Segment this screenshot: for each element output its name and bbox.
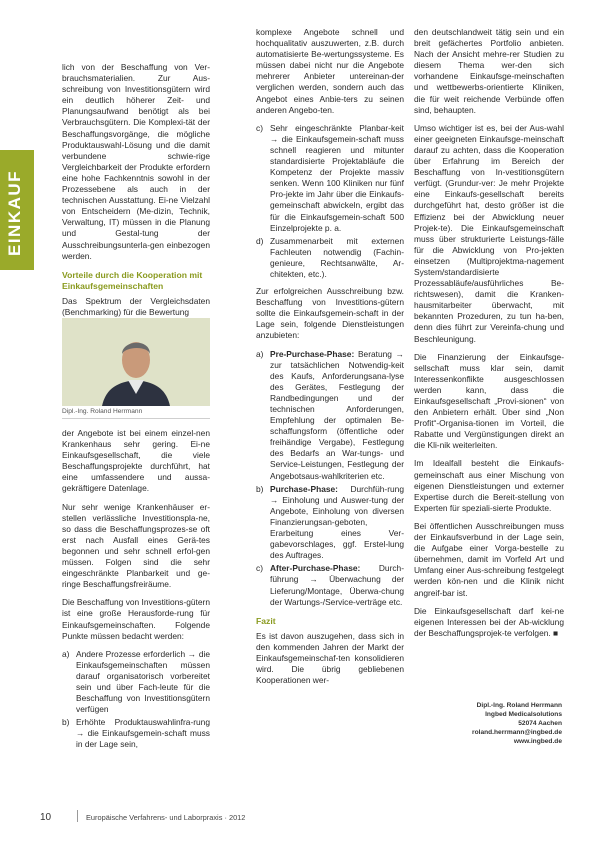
section-heading: Vorteile durch die Kooperation mit Einkaufsgemeinschaften	[62, 269, 203, 291]
publication-name: Europäische Verfahrens- und Laborpraxis · 2012	[86, 813, 246, 822]
paragraph: Das Spektrum der Vergleichsdaten (Benchmarking) für die Bewertung	[62, 295, 210, 317]
paragraph: den deutschlandweit tätig sein und ein breit gefächertes Portfolio anbieten. Nach der Ansicht mehre-rer Studien zu diesem Thema wer-den sich vorhandene Einkaufsge-meinschaften und wettbewerbs-orientierte Kliniken, die für weit reichende Verbünde offen sind, behaupten.	[414, 27, 564, 115]
paragraph: komplexe Angebote schnell und hochqualitativ auszuwerten, z.B. durch automatisierte Be-wertungssysteme. Es müssen dabei nicht nur die Angebote mehrerer Anbieter untereinan-der verglichen werden, sondern auch das Angebot eines Anbie-ters zu seinen anderen Angebo-ten.	[256, 27, 404, 115]
list-item-text: Beratung → zur tatsächlichen Notwendig-keit des Kaufs, Anforderungsana-lyse des Gerätes, Festlegung der Randbedingungen und der technischen Anforderungen, Empfehlung der optimalen Be-schaffungsform (öffentliche oder freihändige Vergabe), Festlegung des Bedarfs an War-tungs- und Service-Leistungen, Festlegung der Angebotsaus-wahlkriterien etc.	[270, 348, 404, 481]
portrait-image	[62, 318, 210, 406]
page-number: 10	[40, 812, 52, 823]
paragraph: Die Einkaufsgesellschaft darf kei-ne eigenen Interessen bei der Ab-wicklung der Beschaffungsprojek-te verfolgen. ■	[414, 605, 564, 638]
paragraph: Zur erfolgreichen Ausschreibung bzw. Beschaffung von Investitions-gütern sollte die Einkaufsgemein-schaft in der Lage sein, folgende Dienstleistungen anzubieten:	[256, 286, 404, 341]
list-marker: a)	[62, 648, 70, 659]
author-email[interactable]: roland.herrmann@ingbed.de	[472, 729, 562, 736]
list-item-term: Purchase-Phase:	[270, 483, 338, 494]
list-item	[256, 563, 404, 607]
column-2	[256, 27, 404, 693]
list-item	[256, 122, 404, 234]
requirements-list	[62, 649, 210, 751]
photo-caption: Dipl.-Ing. Roland Herrmann	[62, 408, 143, 415]
paragraph: Umso wichtiger ist es, bei der Aus-wahl einer geeigneten Einkaufsge-meinschaft darauf zu achten, dass die Kooperation über Erfahrung im Bereich der Beschaffung von In-vestitionsgütern verfügt. (Grundur-ver: Je mehr Projekte eine Einkaufs-gesellschaft bereits durchgeführt hat, desto größer ist die Effizienz bei der Abwicklung neuer Projek-te). Die Einkaufsgemeinschaft muss über strukturierte Leistungs-fälle für die Abwicklung von Pro-jekten einsetzen (Multiprojektma-nagement System/standardisierte Prozessabläufe/ausführliches Be-richtswesen), damit die Kranken-hausmitarbeiter überwacht, mit bekannten Prozeduren, zu tun ha-ben, denn dies führt zur Vereinfa-chung und Beschleunigung.	[414, 122, 564, 344]
list-item	[256, 235, 404, 280]
list-item-term: After-Purchase-Phase:	[270, 563, 361, 574]
list-item-text: Sehr eingeschränkte Planbar-keit → die Einkaufsgemein-schaft muss schnell reagieren und mitunter standardisierte Projektabläufe die Kompetenz der Projekte massiv senken. Wenn 100 Kliniken nur fünf Pro-jekte im Jahr über die Einkaufs-gemeinschaft abwickeln, ergibt das für die Einkaufsgemein-schaft 500 Einzelprojekte p. a.	[270, 122, 404, 233]
list-marker: c)	[256, 122, 263, 133]
list-marker: c)	[256, 563, 263, 574]
list-item	[256, 348, 404, 482]
list-item-text: Andere Prozesse erforderlich → die Einkaufsgemeinschaften müssen darauf organisatorisch vorbereitet sein und über Fach-leute für die Beschaffung von Investitionsgütern verfügen	[76, 648, 210, 715]
author-website[interactable]: www.ingbed.de	[513, 738, 562, 745]
section-heading: Fazit	[256, 615, 276, 626]
services-list	[256, 349, 404, 608]
author-box	[444, 701, 562, 746]
column-3	[414, 27, 564, 646]
list-item-text: Durch-führung → Überwachung der Lieferung/Montage, Überwa-chung der Wartungs-/Service-verträge etc.	[270, 563, 404, 607]
paragraph: der Angebote ist bei einem einzel-nen Krankenhaus sehr gering. Ei-ne Einkaufsgesellschaft, die viele Beschaffungsprojekte durchführt, hat eine umfassendere und aussa-gekräftigere Datenlage.	[62, 428, 210, 494]
column-1-bottom	[62, 428, 210, 757]
paragraph: Die Finanzierung der Einkaufsge-sellschaft muss klar sein, damit Interessenkonflikte ausgeschlossen werden kann, dass die Einkaufsgesellschaft „Provi-sionen“ von den Anbietern erhält. Über sind „Non Profit“-Organisa-tionen im Vorteil, die Rabatte und Vergünstigungen direkt an die Kli-nik weiterleiten.	[414, 351, 564, 451]
paragraph: Es ist davon auszugehen, dass sich in den kommenden Jahren der Markt der Einkaufsgemeinschaf-ten konsolidieren wird. Die übrig gebliebenen Kooperationen wer-	[256, 630, 404, 686]
list-item-term: Pre-Purchase-Phase:	[270, 348, 355, 359]
list-item	[256, 483, 404, 562]
section-label: EINKAUF	[5, 169, 24, 256]
divider	[62, 418, 210, 419]
paragraph: Bei öffentlichen Ausschreibungen muss der Einkaufsverbund in der Lage sein, die Aufgabe einer Vorga-bestelle zu übernehmen, damit im Vorfeld Art und Umfang einer Aus-schreibung festgelegt werden kön-nen und die Klinik nicht angreif-bar ist.	[414, 520, 564, 598]
author-name: Dipl.-Ing. Roland Herrmann	[476, 702, 562, 709]
paragraph: Im Idealfall besteht die Einkaufs-gemeinschaft aus einer Mischung von eigenen Dienstleistungen und externer Expertise durch die Bereit-stellung von Experten für speziali-sierte Produkte.	[414, 458, 564, 513]
author-company: Ingbed Medicalsolutions	[485, 711, 562, 718]
column-1-top	[62, 62, 210, 325]
paragraph: lich von der Beschaffung von Ver-brauchsmaterialien. Zur Aus-schreibung von Investitionsgütern wird ein deutlich höherer Zeit- und Planungsaufwand benötigt als bei Verbrauchsgütern. Die Komplexi-tät der Beschaffungsvorgänge, die mögliche Produktauswahl-Lösung und die damit verbundene schwie-rige Vergleichbarkeit der Produkte erfordern eine hohe Fachkenntnis sowohl in der Prozessebene als auch in der technischen Ausstattung. Ei-ne Vielzahl von Entscheidern (Me-dizin, Technik, Verwaltung, IT) müssen in die Planung und Gestal-tung der Ausschreibungsunterla-gen einbezogen werden.	[62, 62, 210, 261]
author-city: 52074 Aachen	[518, 720, 562, 727]
author-photo	[62, 318, 210, 406]
list-item-text: Zusammenarbeit mit externen Fachleuten notwendig (Fachin-genieure, Rechtsanwälte, Ar-chitekten, etc.).	[270, 235, 404, 279]
requirements-list-cont	[256, 123, 404, 280]
footer-divider	[77, 810, 78, 822]
list-item	[62, 648, 210, 716]
list-marker: d)	[256, 235, 264, 246]
list-marker: b)	[256, 483, 264, 494]
list-item	[62, 717, 210, 750]
paragraph: Die Beschaffung von Investitions-gütern ist eine große Herausforde-rung für Einkaufsgemeinschaften. Folgende Punkte müssen bedacht werden:	[62, 597, 210, 641]
paragraph: Nur sehr wenige Krankenhäuser er-stellen verlässliche Investitionspla-ne, so dass die Beschaffungsprozes-se oft erst nach Ausfall eines Gerä-tes begonnen und sehr schnell erfol-gen müssen. Folgen sind die sehr eingeschränkte Planbarkeit und ge-ringe Beschaffungsfreiräume.	[62, 501, 210, 590]
list-item-text: Durchfüh-rung → Einholung und Auswer-tung der Angebote, Einholung von diversen Finanzierungsan-geboten, Erarbeitung eines Ver-gabevorschlages, ggf. Erstel-lung des Auftrages.	[270, 483, 404, 561]
list-marker: a)	[256, 348, 264, 359]
list-marker: b)	[62, 717, 70, 728]
list-item-text: Erhöhte Produktauswahlinfra-rung → die Einkaufsgemein-schaft muss in der Lage sein,	[76, 717, 210, 750]
